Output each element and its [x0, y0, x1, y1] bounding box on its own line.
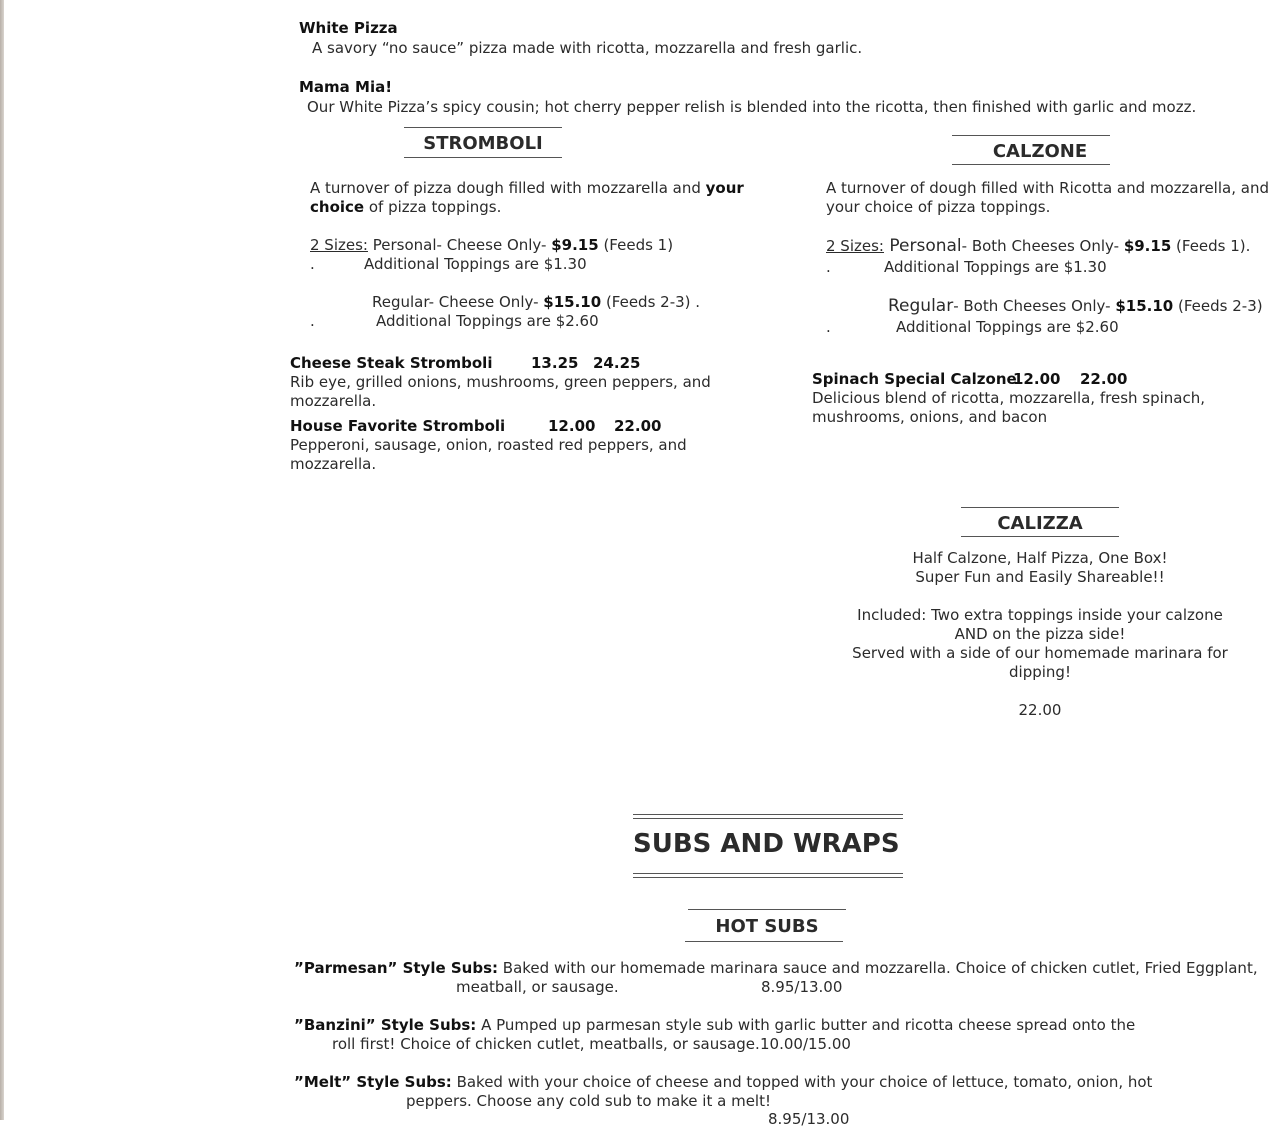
subs-rule-top	[633, 814, 903, 819]
calzone-intro-line2: your choice of pizza toppings.	[826, 198, 1051, 216]
hot-subs-rule-top	[688, 909, 846, 910]
melt-subs-line1	[294, 1073, 1152, 1092]
spinach-calzone-desc2: mushrooms, onions, and bacon	[812, 408, 1048, 426]
subs-and-wraps-heading: SUBS AND WRAPS	[633, 829, 900, 859]
parmesan-subs-price: 8.95/13.00	[761, 978, 843, 996]
stromboli-regular-price: $15.10	[543, 293, 602, 311]
stromboli-intro-bold-choice: choice	[310, 198, 365, 216]
melt-subs-desc: Baked with your choice of cheese and topped with your choice of lettuce, tomato, onion, hot	[451, 1073, 1153, 1091]
hot-subs-heading: HOT SUBS	[715, 916, 819, 937]
spinach-calzone-desc1: Delicious blend of ricotta, mozzarella, fresh spinach,	[812, 389, 1206, 407]
stromboli-regular-toppings-dot: .	[310, 312, 315, 330]
parmesan-subs-desc: Baked with our homemade marinara sauce and mozzarella. Choice of chicken cutlet, Fried Eggplant,	[498, 959, 1258, 977]
calzone-regular-text: - Both Cheeses Only-	[953, 297, 1116, 315]
cheese-steak-stromboli-price-large: 24.25	[593, 354, 641, 372]
melt-subs-line2: peppers. Choose any cold sub to make it a melt!	[406, 1092, 771, 1110]
melt-subs-name: ”Melt” Style Subs:	[294, 1073, 452, 1091]
calzone-personal-toppings-dot: .	[826, 258, 831, 276]
stromboli-regular-toppings: Additional Toppings are $2.60	[376, 312, 599, 330]
calzone-regular-word: Regular	[888, 296, 954, 316]
calzone-personal-feeds: (Feeds 1).	[1171, 237, 1251, 255]
calzone-personal-size	[826, 237, 1250, 256]
calzone-regular-toppings-dot: .	[826, 318, 831, 336]
house-favorite-stromboli-name: House Favorite Stromboli	[290, 417, 506, 435]
stromboli-rule-bottom	[404, 157, 562, 158]
parmesan-subs-line1	[294, 959, 1258, 978]
stromboli-intro-text: A turnover of pizza dough filled with mozzarella and	[310, 179, 706, 197]
calzone-regular-price: $15.10	[1115, 297, 1174, 315]
spinach-calzone-name: Spinach Special Calzone	[812, 370, 1017, 388]
banzini-subs-name: ”Banzini” Style Subs:	[294, 1016, 477, 1034]
calzone-regular-toppings: Additional Toppings are $2.60	[896, 318, 1119, 336]
stromboli-personal-size	[310, 236, 673, 255]
stromboli-intro-line2	[310, 198, 501, 217]
calizza-rule-top	[961, 507, 1119, 508]
spinach-calzone-price-large: 22.00	[1080, 370, 1128, 388]
calzone-personal-toppings: Additional Toppings are $1.30	[884, 258, 1107, 276]
stromboli-personal-text: Personal- Cheese Only-	[367, 236, 552, 254]
stromboli-regular-text: Regular- Cheese Only-	[372, 293, 544, 311]
cheese-steak-stromboli-price-small: 13.25	[531, 354, 579, 372]
cheese-steak-stromboli-desc2: mozzarella.	[290, 392, 377, 410]
mama-mia-description: Our White Pizza’s spicy cousin; hot cherry pepper relish is blended into the ricotta, then finished with garlic and mozz.	[307, 98, 1197, 116]
calizza-heading: CALIZZA	[997, 513, 1083, 534]
calzone-regular-feeds: (Feeds 2-3)	[1173, 297, 1263, 315]
melt-subs-price: 8.95/13.00	[768, 1110, 850, 1128]
stromboli-regular-size	[372, 293, 700, 312]
white-pizza-description: A savory “no sauce” pizza made with ricotta, mozzarella and fresh garlic.	[312, 39, 863, 57]
house-favorite-stromboli-price-small: 12.00	[548, 417, 596, 435]
stromboli-heading: STROMBOLI	[423, 133, 543, 154]
subs-rule-bottom	[633, 873, 903, 878]
calizza-line-3: Included: Two extra toppings inside your calzone	[857, 606, 1223, 624]
calizza-line-1: Half Calzone, Half Pizza, One Box!	[912, 549, 1168, 567]
spinach-calzone-price-small: 12.00	[1013, 370, 1061, 388]
hot-subs-rule-bottom	[685, 941, 843, 942]
house-favorite-stromboli-price-large: 22.00	[614, 417, 662, 435]
page-left-edge	[0, 0, 4, 1120]
house-favorite-stromboli-desc1: Pepperoni, sausage, onion, roasted red peppers, and	[290, 436, 687, 454]
calzone-rule-bottom	[952, 164, 1110, 165]
white-pizza-name: White Pizza	[299, 19, 398, 37]
calzone-intro-line1: A turnover of dough filled with Ricotta and mozzarella, and	[826, 179, 1269, 197]
cheese-steak-stromboli-desc1: Rib eye, grilled onions, mushrooms, green peppers, and	[290, 373, 711, 391]
stromboli-personal-feeds: (Feeds 1)	[598, 236, 674, 254]
calzone-personal-price: $9.15	[1123, 237, 1172, 255]
calzone-rule-top	[952, 135, 1110, 136]
calizza-price: 22.00	[1018, 701, 1062, 719]
calizza-line-6: dipping!	[1009, 663, 1071, 681]
banzini-subs-price: 10.00/15.00	[760, 1035, 851, 1053]
stromboli-intro-line1	[310, 179, 744, 198]
cheese-steak-stromboli-name: Cheese Steak Stromboli	[290, 354, 493, 372]
calzone-sizes-label: 2 Sizes:	[826, 237, 884, 255]
stromboli-sizes-label: 2 Sizes:	[310, 236, 368, 254]
calizza-line-5: Served with a side of our homemade marinara for	[852, 644, 1228, 662]
calzone-regular-size	[888, 297, 1263, 316]
stromboli-intro-bold: your	[705, 179, 744, 197]
parmesan-subs-line2: meatball, or sausage.	[456, 978, 619, 996]
banzini-subs-line1	[294, 1016, 1135, 1035]
stromboli-rule-top	[404, 127, 562, 128]
mama-mia-name: Mama Mia!	[299, 78, 393, 96]
calizza-line-2: Super Fun and Easily Shareable!!	[915, 568, 1165, 586]
parmesan-subs-name: ”Parmesan” Style Subs:	[294, 959, 499, 977]
banzini-subs-desc: A Pumped up parmesan style sub with garlic butter and ricotta cheese spread onto the	[476, 1016, 1136, 1034]
stromboli-personal-price: $9.15	[551, 236, 599, 254]
banzini-subs-line2: roll first! Choice of chicken cutlet, meatballs, or sausage.	[332, 1035, 760, 1053]
calzone-personal-word: Personal	[883, 236, 962, 256]
calzone-heading: CALZONE	[992, 141, 1088, 162]
house-favorite-stromboli-desc2: mozzarella.	[290, 455, 377, 473]
stromboli-regular-feeds: (Feeds 2-3) .	[601, 293, 701, 311]
calzone-personal-text: - Both Cheeses Only-	[961, 237, 1124, 255]
calizza-line-4: AND on the pizza side!	[954, 625, 1126, 643]
stromboli-intro-text-2: of pizza toppings.	[364, 198, 502, 216]
stromboli-personal-toppings: Additional Toppings are $1.30	[364, 255, 587, 273]
calizza-rule-bottom	[961, 536, 1119, 537]
stromboli-personal-toppings-dot: .	[310, 255, 315, 273]
